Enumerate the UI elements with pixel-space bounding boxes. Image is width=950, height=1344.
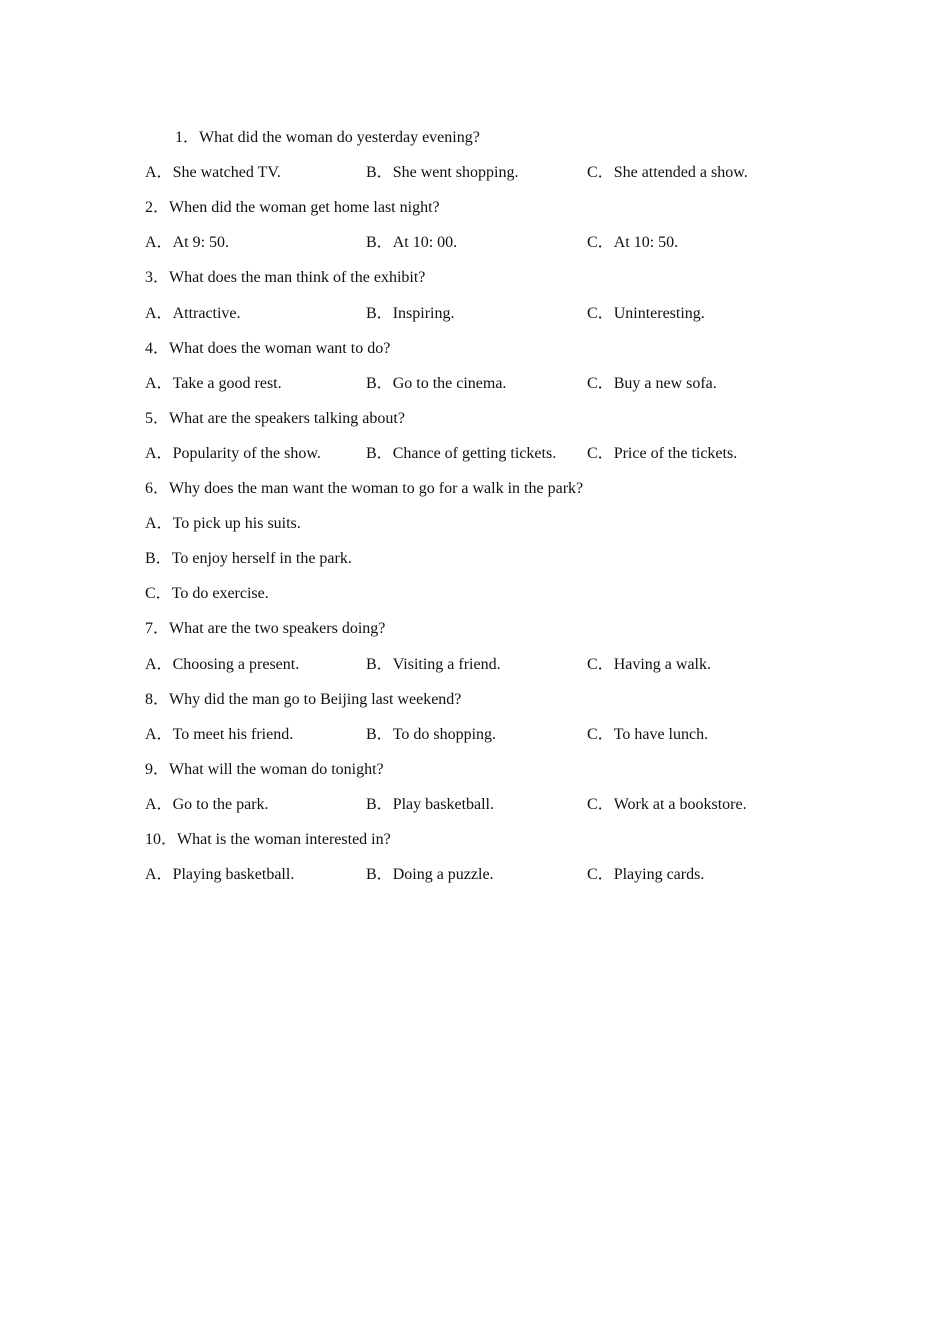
option-letter: C． [587, 444, 614, 462]
answer-option [366, 163, 518, 183]
option-letter: A． [145, 655, 173, 673]
option-letter: B． [366, 304, 393, 322]
option-letter: A． [145, 164, 173, 182]
options-line [0, 163, 950, 198]
option-text: To enjoy herself in the park. [171, 550, 352, 568]
options-line [0, 304, 950, 339]
option-letter: B． [366, 866, 393, 884]
question-text: What are the two speakers doing? [169, 620, 386, 638]
option-text: Attractive. [172, 304, 241, 322]
question-line [0, 268, 950, 303]
question-text: What will the woman do tonight? [169, 760, 384, 778]
question-number: 2． [145, 199, 170, 217]
option-text: She watched TV. [172, 164, 281, 182]
question-number: 1． [175, 129, 200, 146]
answer-option [366, 865, 494, 885]
option-text: She attended a show. [613, 164, 748, 182]
option-letter: C． [587, 795, 614, 813]
option-letter: B． [366, 655, 393, 673]
option-text: At 10: 50. [613, 234, 679, 252]
option-text: To do shopping. [392, 725, 497, 743]
question [145, 409, 405, 429]
option-letter: A． [145, 234, 173, 252]
answer-option [366, 725, 496, 745]
option-text: At 9: 50. [172, 234, 230, 252]
option-text: Popularity of the show. [172, 444, 321, 462]
option-letter: A． [145, 725, 173, 743]
options-line [0, 444, 950, 479]
answer-option [366, 233, 457, 253]
question-number: 9． [145, 760, 170, 778]
question-line [0, 409, 950, 444]
question-line [0, 690, 950, 725]
option-text: Choosing a present. [172, 655, 300, 673]
question-line [0, 339, 950, 374]
question-text: Why does the man want the woman to go for a walk in the park? [169, 480, 584, 497]
option-text: Playing basketball. [172, 866, 295, 884]
answer-option [145, 584, 269, 604]
answer-option [587, 233, 678, 253]
option-text: Chance of getting tickets. [392, 444, 557, 462]
option-letter: B． [366, 795, 393, 813]
option-letter: B． [366, 725, 393, 743]
question-line [0, 128, 950, 163]
option-text: Having a walk. [613, 655, 711, 673]
option-text: Buy a new sofa. [613, 374, 717, 392]
question-text: What did the woman do yesterday evening? [199, 129, 480, 146]
question-number: 7． [145, 620, 170, 638]
option-line [0, 584, 950, 619]
answer-option [366, 795, 494, 815]
option-text: Take a good rest. [172, 374, 282, 392]
question [145, 690, 461, 710]
answer-option [366, 304, 454, 324]
answer-option [145, 795, 269, 815]
option-letter: C． [145, 585, 172, 603]
answer-option [587, 444, 737, 464]
options-line [0, 725, 950, 760]
option-letter: A． [145, 304, 173, 322]
question [145, 479, 583, 499]
question [145, 619, 385, 639]
answer-option [587, 725, 708, 745]
question-text: When did the woman get home last night? [169, 199, 440, 217]
question [145, 339, 390, 359]
question-number: 8． [145, 690, 170, 708]
answer-option [145, 444, 321, 464]
option-text: To do exercise. [171, 585, 269, 603]
option-text: To have lunch. [613, 725, 709, 743]
question-text: What does the man think of the exhibit? [169, 269, 426, 287]
question-number: 6． [145, 480, 170, 497]
option-text: Visiting a friend. [392, 655, 501, 673]
options-line [0, 655, 950, 690]
answer-option [145, 655, 299, 675]
question [145, 760, 384, 780]
answer-option [587, 865, 704, 885]
answer-option [145, 725, 293, 745]
option-text: Uninteresting. [613, 304, 705, 322]
question-text: What does the woman want to do? [169, 339, 391, 357]
option-text: Play basketball. [392, 795, 494, 813]
question-line [0, 760, 950, 795]
option-text: Doing a puzzle. [392, 866, 494, 884]
question-text: Why did the man go to Beijing last weekend? [169, 690, 462, 708]
question [145, 830, 391, 850]
answer-option [587, 304, 705, 324]
question-number: 5． [145, 409, 170, 427]
option-text: Go to the cinema. [392, 374, 507, 392]
option-letter: B． [366, 374, 393, 392]
option-letter: C． [587, 304, 614, 322]
question-line [0, 619, 950, 654]
option-line [0, 549, 950, 584]
option-letter: B． [145, 550, 172, 568]
option-letter: C． [587, 655, 614, 673]
options-line [0, 233, 950, 268]
option-letter: A． [145, 374, 173, 392]
answer-option [145, 549, 352, 569]
option-letter: A． [145, 444, 173, 462]
question-number: 3． [145, 269, 170, 287]
option-letter: B． [366, 164, 393, 182]
option-text: Price of the tickets. [613, 444, 738, 462]
answer-option [366, 444, 556, 464]
answer-option [145, 374, 282, 394]
answer-option [145, 163, 281, 183]
option-letter: C． [587, 234, 614, 252]
question-number: 10． [145, 831, 178, 848]
question-line [0, 830, 950, 865]
option-text: Playing cards. [613, 866, 705, 884]
answer-option [587, 163, 748, 183]
option-letter: C． [587, 866, 614, 884]
question-line [0, 479, 950, 514]
option-letter: C． [587, 164, 614, 182]
question [145, 198, 440, 218]
answer-option [366, 655, 501, 675]
option-line [0, 514, 950, 549]
option-letter: A． [145, 866, 173, 884]
option-letter: B． [366, 234, 393, 252]
question-line [0, 198, 950, 233]
question-text: What is the woman interested in? [177, 831, 391, 848]
option-text: To pick up his suits. [172, 515, 301, 533]
answer-option [587, 795, 747, 815]
question [145, 268, 425, 288]
answer-option [145, 514, 301, 534]
option-letter: A． [145, 795, 173, 813]
option-text: Inspiring. [392, 304, 455, 322]
answer-option [587, 374, 717, 394]
option-text: At 10: 00. [392, 234, 458, 252]
answer-option [145, 865, 294, 885]
option-text: Go to the park. [172, 795, 269, 813]
option-letter: C． [587, 725, 614, 743]
option-text: She went shopping. [392, 164, 519, 182]
option-letter: C． [587, 374, 614, 392]
question-number: 4． [145, 339, 170, 357]
question [175, 128, 480, 148]
question-text: What are the speakers talking about? [169, 409, 405, 427]
options-line [0, 374, 950, 409]
answer-option [145, 233, 229, 253]
option-letter: A． [145, 515, 173, 533]
option-text: Work at a bookstore. [613, 795, 747, 813]
option-letter: B． [366, 444, 393, 462]
answer-option [366, 374, 506, 394]
options-line [0, 795, 950, 830]
answer-option [145, 304, 241, 324]
answer-option [587, 655, 711, 675]
option-text: To meet his friend. [172, 725, 294, 743]
options-line [0, 865, 950, 900]
